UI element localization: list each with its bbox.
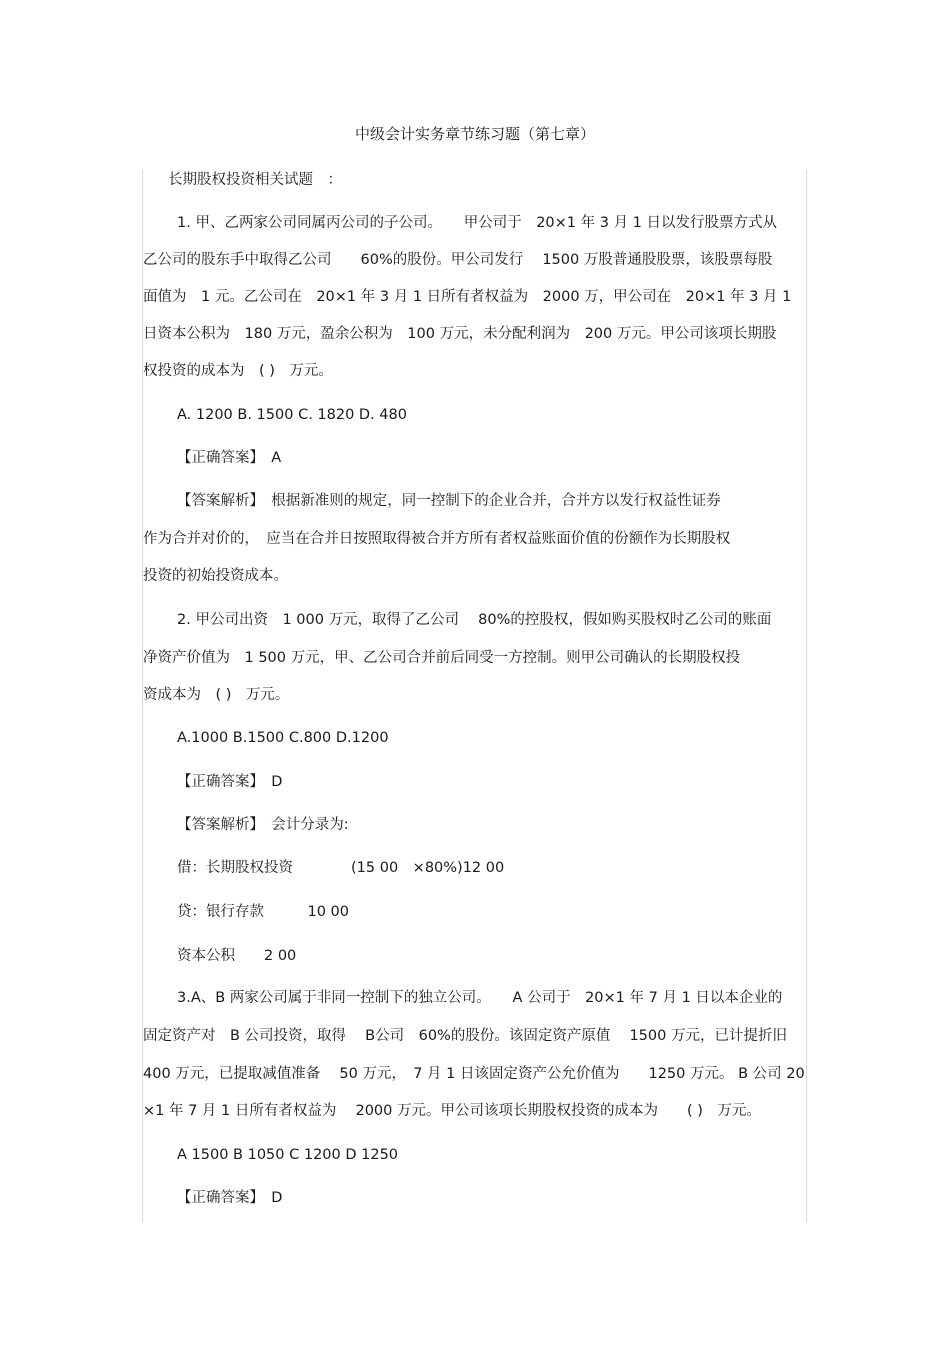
question-1-line: 乙公司的股东手中取得乙公司 60%的股份。甲公司发行 1500 万股普通股股票，该股票每股 — [143, 252, 773, 268]
question-2-line: 净资产价值为 1 500 万元，甲、乙公司合并前后同受一方控制。则甲公司确认的长期股权投 — [143, 650, 741, 666]
page-title: 中级会计实务章节练习题（第七章） — [354, 125, 595, 143]
question-2-line: 资成本为 ( ) 万元。 — [143, 687, 290, 703]
question-3-line: ×1 年 7 月 1 日所有者权益为 2000 万元。甲公司该项长期股权投资的成本为 ( ) 万元。 — [143, 1103, 761, 1119]
journal-entry-credit: 资本公积 2 00 — [177, 948, 297, 964]
question-1-explanation: 投资的初始投资成本。 — [143, 568, 288, 584]
right-margin-rule — [806, 170, 807, 1222]
question-1-explanation: 【答案解析】 根据新准则的规定，同一控制下的企业合并，合并方以发行权益性证券 — [177, 493, 721, 509]
question-1-line: 日资本公积为 180 万元，盈余公积为 100 万元，未分配利润为 200 万元。甲公司该项长期股 — [143, 326, 777, 342]
journal-entry-credit: 贷：银行存款 10 00 — [177, 904, 350, 920]
question-1-line: 1. 甲、乙两家公司同属丙公司的子公司。 甲公司于 20×1 年 3 月 1 日以发行股票方式从 — [177, 215, 778, 231]
question-1-explanation: 作为合并对价的， 应当在合并日按照取得被合并方所有者权益账面价值的份额作为长期股权 — [143, 531, 731, 547]
question-1-line: 面值为 1 元。乙公司在 20×1 年 3 月 1 日所有者权益为 2000 万，甲公司在 20×1 年 3 月 1 — [143, 289, 792, 305]
journal-entry-debit: 借：长期股权投资 (15 00 ×80%)12 00 — [177, 860, 505, 876]
question-3-line: 固定资产对 B 公司投资，取得 B公司 60%的股份。该固定资产原值 1500 万元，已计提折旧 — [143, 1028, 787, 1044]
question-3-answer: 【正确答案】 D — [177, 1190, 283, 1206]
question-1-answer: 【正确答案】 A — [177, 450, 282, 466]
question-1-line: 权投资的成本为 ( ) 万元。 — [143, 363, 333, 379]
question-1-options: A. 1200 B. 1500 C. 1820 D. 480 — [177, 407, 407, 423]
question-2-line: 2. 甲公司出资 1 000 万元，取得了乙公司 80%的控股权，假如购买股权时乙公司的账面 — [177, 612, 772, 628]
question-2-answer: 【正确答案】 D — [177, 774, 283, 790]
question-3-line: 3.A、B 两家公司属于非同一控制下的独立公司。 A 公司于 20×1 年 7 月 1 日以本企业的 — [177, 990, 783, 1006]
section-heading: 长期股权投资相关试题 ： — [168, 172, 342, 188]
question-2-explanation: 【答案解析】 会计分录为: — [177, 817, 349, 833]
question-3-options: A 1500 B 1050 C 1200 D 1250 — [177, 1147, 399, 1163]
question-3-line: 400 万元，已提取减值准备 50 万元， 7 月 1 日该固定资产公允价值为 1250 万元。 B 公司 20 — [143, 1066, 805, 1082]
question-2-options: A.1000 B.1500 C.800 D.1200 — [177, 730, 389, 746]
